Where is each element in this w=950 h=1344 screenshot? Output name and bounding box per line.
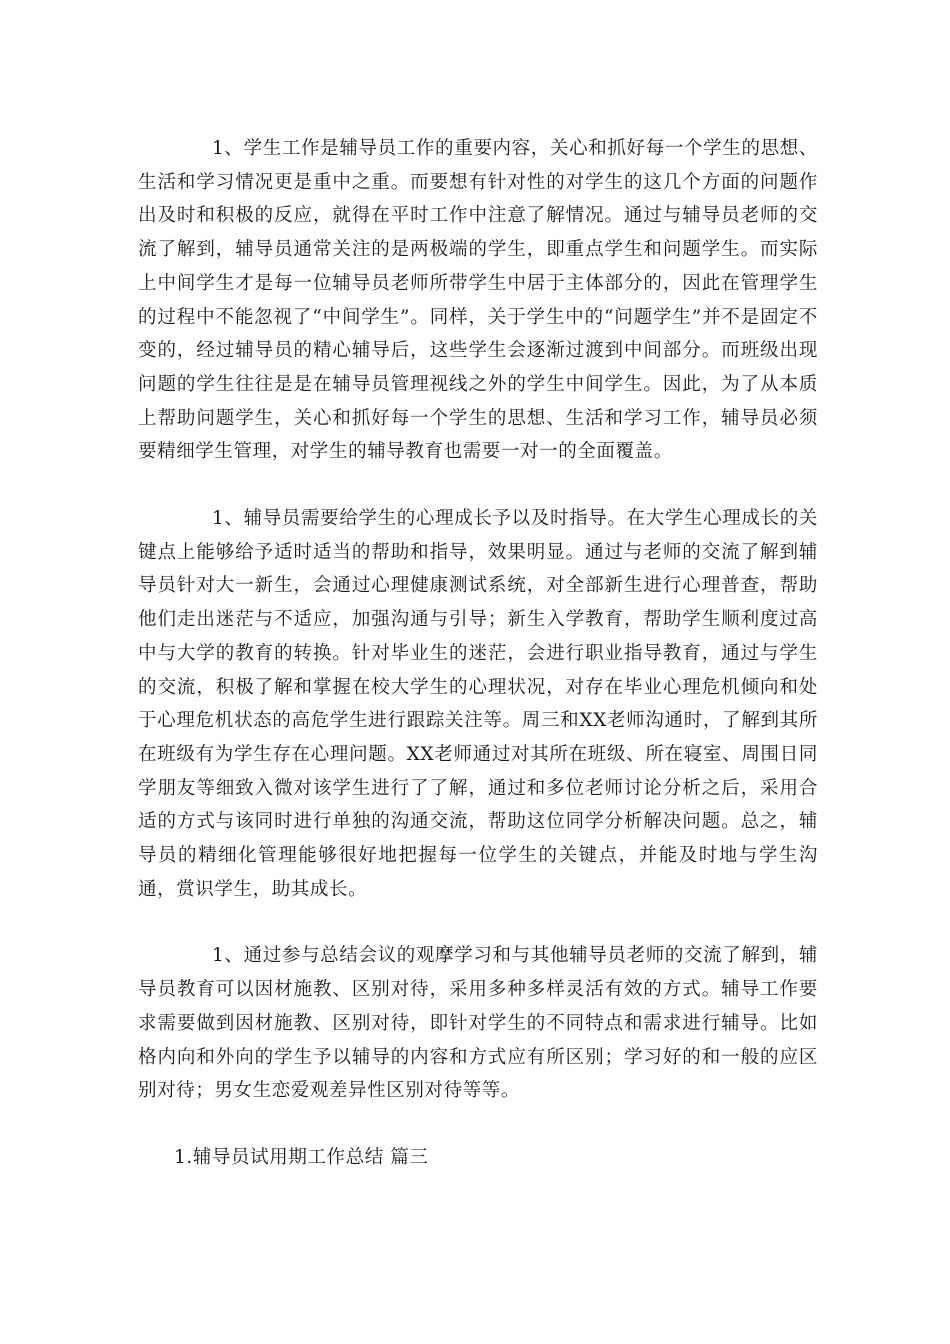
section-heading: 1.辅导员试用期工作总结 篇三 xyxy=(174,1146,429,1168)
paragraph-student-work: 1、学生工作是辅导员工作的重要内容，关心和抓好每一个学生的思想、生活和学习情况更是重中之重。而要想有针对性的对学生的这几个方面的问题作出及时和积极的反应，就得在平时工作中注意了解情况。通过与辅导员老师的交流了解到，辅导员通常关注的是两极端的学生，即重点学生和问题学生。而实际上中间学生才是每一位辅导员老师所带学生中居于主体部分的，因此在管理学生的过程中不能忽视了“中间学生”。同样，关于学生中的“问题学生”并不是固定不变的，经过辅导员的精心辅导后，这些学生会逐渐过渡到中间部分。而班级出现问题的学生往往是是在辅导员管理视线之外的学生中间学生。因此，为了从本质上帮助问题学生，关心和抓好每一个学生的思想、生活和学习工作，辅导员必须要精细学生管理，对学生的辅导教育也需要一对一的全面覆盖。 xyxy=(138,138,818,463)
document-body xyxy=(138,132,818,1175)
paragraph-individualized-teaching: 1、通过参与总结会议的观摩学习和与其他辅导员老师的交流了解到，辅导员教育可以因材施教、区别对待，采用多种多样灵活有效的方式。辅导工作要求需要做到因材施教、区别对待，即针对学生的不同特点和需求进行辅导。比如格内向和外向的学生予以辅导的内容和方式应有所区别；学习好的和一般的应区别对待；男女生恋爱观差异性区别对待等等。 xyxy=(138,945,818,1102)
paragraph-psychological-guidance: 1、辅导员需要给学生的心理成长予以及时指导。在大学生心理成长的关键点上能够给予适时适当的帮助和指导，效果明显。通过与老师的交流了解到辅导员针对大一新生，会通过心理健康测试系统，对全部新生进行心理普查，帮助他们走出迷茫与不适应，加强沟通与引导；新生入学教育，帮助学生顺利度过高中与大学的教育的转换。针对毕业生的迷茫，会进行职业指导教育，通过与学生的交流，积极了解和掌握在校大学生的心理状况，对存在毕业心理危机倾向和处于心理危机状态的高危学生进行跟踪关注等。周三和XX老师沟通时，了解到其所在班级有为学生存在心理问题。XX老师通过对其所在班级、所在寝室、周围日同学朋友等细致入微对该学生进行了了解，通过和多位老师讨论分析之后，采用合适的方式与该同时进行单独的沟通交流，帮助这位同学分析解决问题。总之，辅导员的精细化管理能够很好地把握每一位学生的关键点，并能及时地与学生沟通，赏识学生，助其成长。 xyxy=(138,508,818,900)
